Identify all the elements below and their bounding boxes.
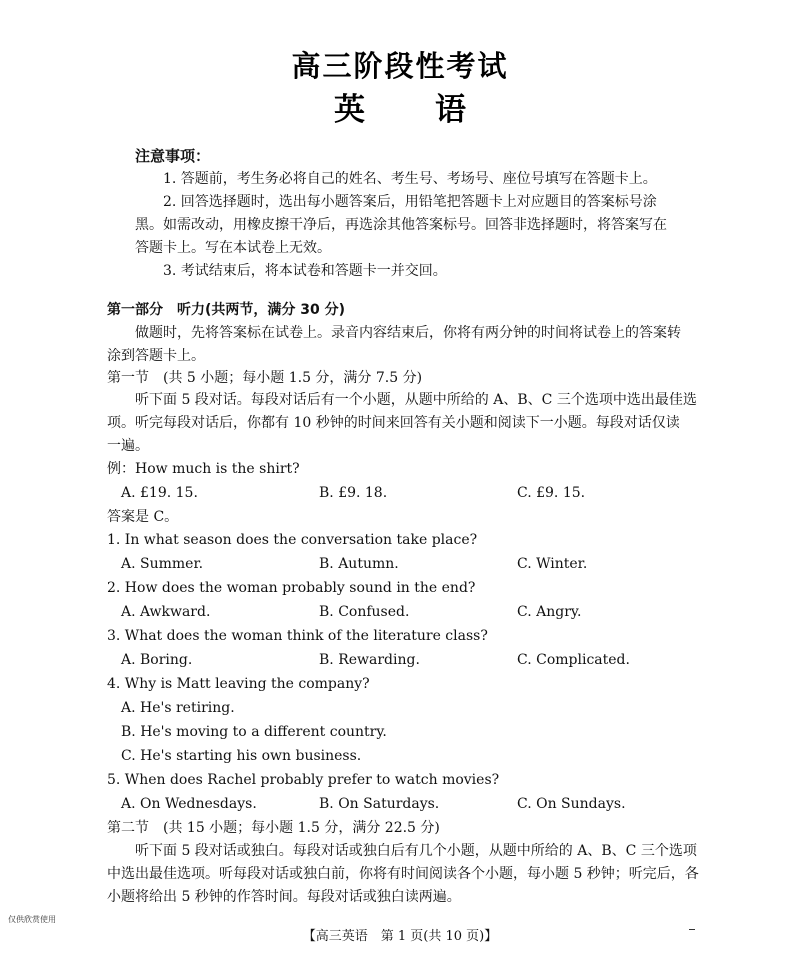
notes-heading: 注意事项： bbox=[135, 147, 211, 165]
notes-line: 黑。如需改动，用橡皮擦干净后，再选涂其他答案标号。回答非选择题时，将答案写在 bbox=[135, 217, 667, 233]
q2-option-c: C. Angry. bbox=[517, 604, 582, 620]
notes-line: 1. 答题前，考生务必将自己的姓名、考生号、考场号、座位号填写在答题卡上。 bbox=[163, 171, 657, 187]
page-footer: 【高三英语 第 1 页(共 10 页)】 bbox=[302, 929, 498, 944]
notes-line: 3. 考试结束后，将本试卷和答题卡一并交回。 bbox=[163, 263, 447, 279]
section2-instruction: 听下面 5 段对话或独白。每段对话或独白后有几个小题，从题中所给的 A、B、C 三个选项 bbox=[135, 843, 697, 859]
question-3: 3. What does the woman think of the literature class? bbox=[107, 628, 488, 644]
notes-line: 2. 回答选择题时，选出每小题答案后，用铅笔把答题卡上对应题目的答案标号涂 bbox=[163, 194, 657, 210]
part1-intro-line: 涂到答题卡上。 bbox=[107, 348, 205, 364]
section1-instruction: 听下面 5 段对话。每段对话后有一个小题，从题中所给的 A、B、C 三个选项中选出最佳选 bbox=[135, 392, 697, 408]
q2-option-a: A. Awkward. bbox=[121, 604, 211, 620]
example-option-c: C. £9. 15. bbox=[517, 485, 586, 501]
subject-title bbox=[0, 84, 800, 129]
q3-option-b: B. Rewarding. bbox=[319, 652, 420, 668]
part1-intro-line: 做题时，先将答案标在试卷上。录音内容结束后，你将有两分钟的时间将试卷上的答案转 bbox=[135, 325, 681, 341]
question-4: 4. Why is Matt leaving the company? bbox=[107, 676, 370, 692]
example-answer: 答案是 C。 bbox=[107, 509, 179, 525]
question-1: 1. In what season does the conversation take place? bbox=[107, 532, 478, 548]
example-option-b: B. £9. 18. bbox=[319, 485, 388, 501]
q4-option-a: A. He's retiring. bbox=[121, 700, 235, 716]
q5-option-a: A. On Wednesdays. bbox=[121, 796, 257, 812]
q3-option-a: A. Boring. bbox=[121, 652, 193, 668]
question-5: 5. When does Rachel probably prefer to watch movies? bbox=[107, 772, 500, 788]
q5-option-c: C. On Sundays. bbox=[517, 796, 626, 812]
q5-option-b: B. On Saturdays. bbox=[319, 796, 440, 812]
watermark-note: 仅供欣赏使用 bbox=[8, 915, 56, 924]
footer-dash bbox=[689, 929, 695, 930]
q1-option-b: B. Autumn. bbox=[319, 556, 399, 572]
section2-heading: 第二节 (共 15 小题；每小题 1.5 分，满分 22.5 分) bbox=[107, 820, 440, 836]
q3-option-c: C. Complicated. bbox=[517, 652, 630, 668]
section2-instruction: 中选出最佳选项。听每段对话或独白前，你将有时间阅读各个小题，每小题 5 秒钟；听完后，各 bbox=[107, 866, 699, 882]
q4-option-b: B. He's moving to a different country. bbox=[121, 724, 387, 740]
q1-option-a: A. Summer. bbox=[121, 556, 204, 572]
section1-instruction: 一遍。 bbox=[107, 438, 149, 454]
subject-char-2: 语 bbox=[435, 92, 466, 128]
notes-line: 答题卡上。写在本试卷上无效。 bbox=[135, 240, 331, 256]
section1-instruction: 项。听完每段对话后，你都有 10 秒钟的时间来回答有关小题和阅读下一小题。每段对话仅读 bbox=[107, 415, 680, 431]
q4-option-c: C. He's starting his own business. bbox=[121, 748, 362, 764]
section1-heading: 第一节 (共 5 小题；每小题 1.5 分，满分 7.5 分) bbox=[107, 370, 423, 386]
part1-heading: 第一部分 听力(共两节，满分 30 分) bbox=[107, 302, 346, 318]
section2-instruction: 小题将给出 5 秒钟的作答时间。每段对话或独白读两遍。 bbox=[107, 889, 461, 905]
subject-char-1: 英 bbox=[334, 92, 365, 128]
q2-option-b: B. Confused. bbox=[319, 604, 410, 620]
example-question: 例：How much is the shirt? bbox=[107, 461, 300, 477]
exam-title: 高三阶段性考试 bbox=[291, 49, 509, 83]
q1-option-c: C. Winter. bbox=[517, 556, 588, 572]
example-option-a: A. £19. 15. bbox=[121, 485, 198, 501]
question-2: 2. How does the woman probably sound in the end? bbox=[107, 580, 476, 596]
